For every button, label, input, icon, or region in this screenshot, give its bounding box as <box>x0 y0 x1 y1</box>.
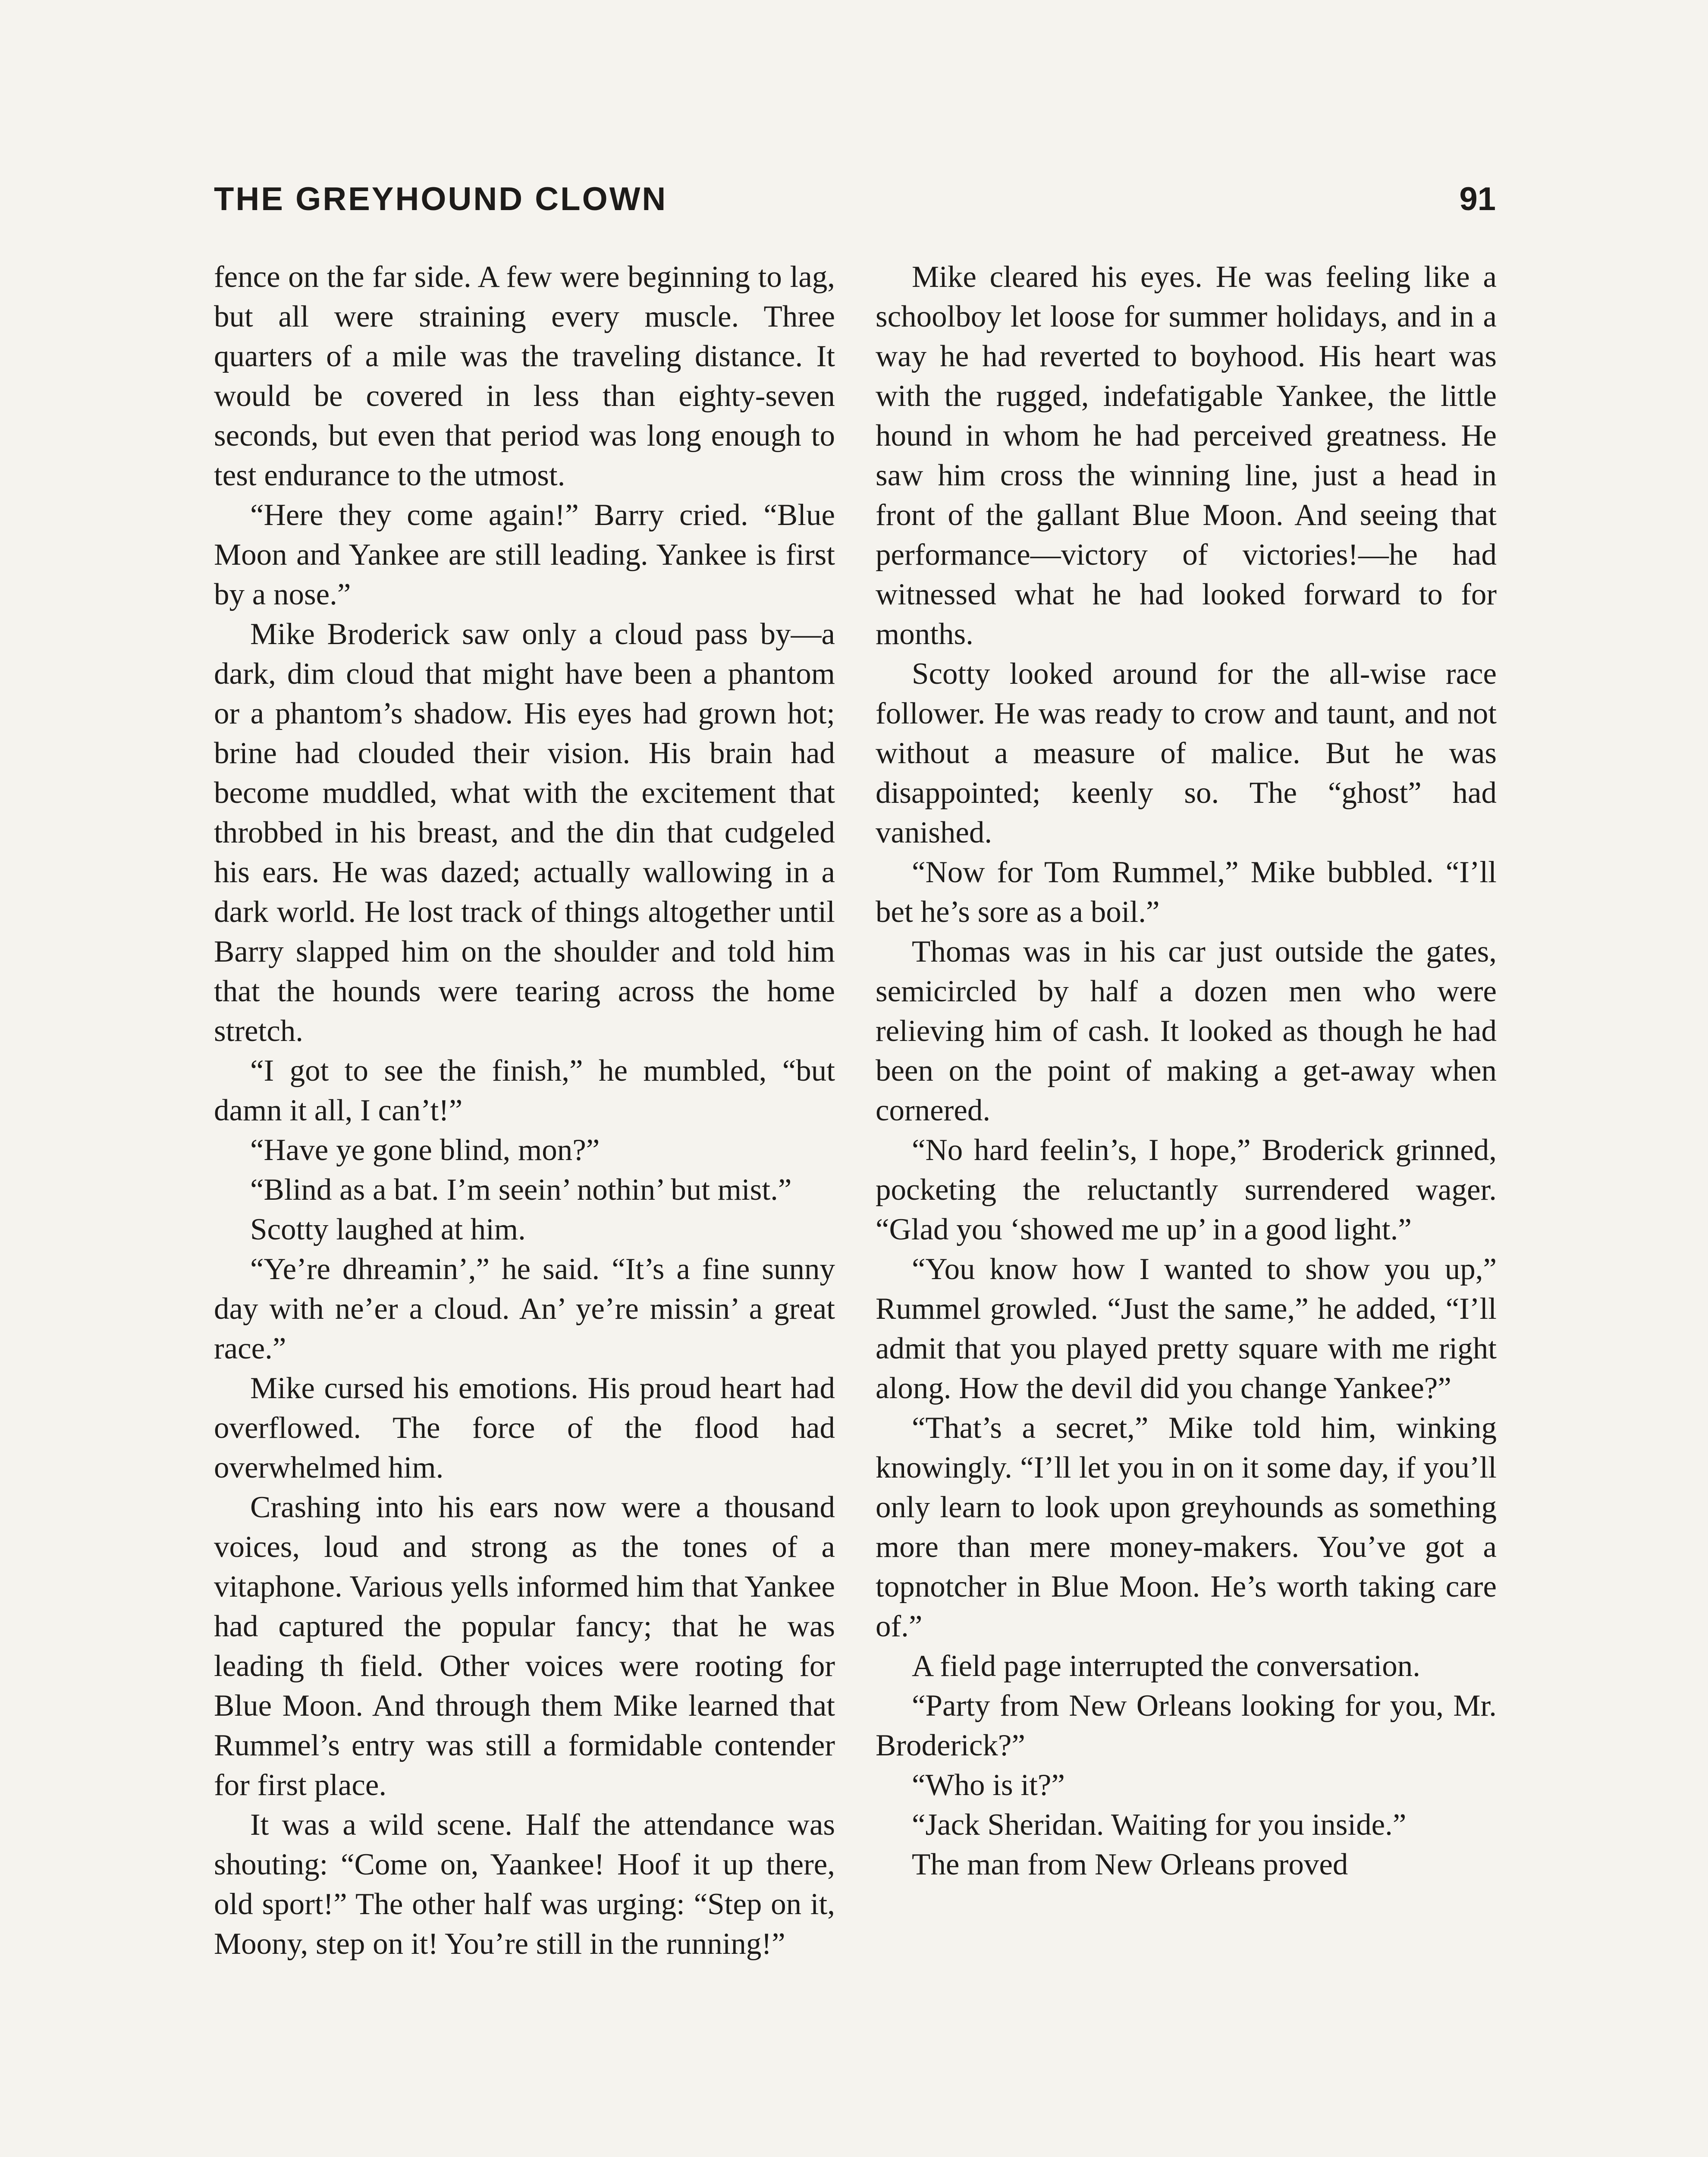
paragraph: A field page interrupted the conversation. <box>912 1649 1420 1683</box>
paragraph: Mike Broderick saw only a cloud pass by—a dark, dim cloud that might have been a phantom or a phantom’s shadow. His eyes had grown hot; brine had clouded their vision. His brain had become muddled, what with the excitement that throbbed in his breast, and the din that cudgeled his ears. He was dazed; actually wallowing in a dark world. He lost track of things altogether until Barry slapped him on the shoulder and told him that the hounds were tearing across the home stretch. <box>214 617 835 1048</box>
paragraph: It was a wild scene. Half the attendance was shouting: “Come on, Yaankee! Hoof it up there, old sport!” The other half was urging: “Step on it, Moony, step on it! You’re still in the running!” <box>214 1808 835 1961</box>
paragraph: “Now for Tom Rummel,” Mike bubbled. “I’ll bet he’s sore as a boil.” <box>876 855 1497 929</box>
paragraph: “Who is it?” <box>912 1768 1065 1802</box>
paragraph: Mike cleared his eyes. He was feeling like a schoolboy let loose for summer holidays, and in a way he had reverted to boyhood. His heart was with the rugged, indefatigable Yankee, the little hound in whom he had perceived greatness. He saw him cross the winning line, just a head in front of the gallant Blue Moon. And seeing that performance—victory of victories!—he had witnessed what he had looked forward to for months. <box>876 260 1497 651</box>
paragraph: fence on the far side. A few were beginning to lag, but all were straining every muscle. Three quarters of a mile was the traveling distance. It would be covered in less than eighty-seven seconds, but even that period was long enough to test endurance to the utmost. <box>214 260 835 492</box>
paragraph: “Blind as a bat. I’m seein’ nothin’ but mist.” <box>250 1173 792 1207</box>
page-header <box>214 178 1496 234</box>
paragraph: Crashing into his ears now were a thousand voices, loud and strong as the tones of a vitaphone. Various yells informed him that Yankee had captured the popular fancy; that he was leading th field. Other voices were rooting for Blue Moon. And through them Mike learned that Rummel’s entry was still a formidable contender for first place. <box>214 1490 835 1802</box>
paragraph: “Have ye gone blind, mon?” <box>250 1133 600 1167</box>
paragraph: “Party from New Orleans looking for you, Mr. Broderick?” <box>876 1689 1497 1762</box>
paragraph: Scotty looked around for the all-wise race follower. He was ready to crow and taunt, and not without a measure of malice. But he was disappointed; keenly so. The “ghost” had vanished. <box>876 657 1497 849</box>
paragraph: “I got to see the finish,” he mumbled, “but damn it all, I can’t!” <box>214 1054 835 1127</box>
page-number: 91 <box>1459 181 1496 217</box>
paragraph: “Here they come again!” Barry cried. “Blue Moon and Yankee are still leading. Yankee is first by a nose.” <box>214 498 835 611</box>
paragraph: “Jack Sheridan. Waiting for you inside.” <box>912 1808 1407 1842</box>
paragraph: “That’s a secret,” Mike told him, winking knowingly. “I’ll let you in on it some day, if you’ll only learn to look upon greyhounds as something more than mere money-makers. You’ve got a topnotcher in Blue Moon. He’s worth taking care of.” <box>876 1411 1497 1643</box>
right-text-column <box>876 257 1497 2157</box>
left-text-column <box>214 257 835 2157</box>
paragraph: The man from New Orleans proved <box>912 1848 1348 1881</box>
paragraph: “You know how I wanted to show you up,” Rummel growled. “Just the same,” he added, “I’ll admit that you played pretty square with me right along. How the devil did you change Yankee?” <box>876 1252 1497 1405</box>
paragraph: Scotty laughed at him. <box>250 1213 526 1246</box>
paragraph: “No hard feelin’s, I hope,” Broderick grinned, pocketing the reluctantly surrendered wager. “Glad you ‘showed me up’ in a good light.” <box>876 1133 1497 1246</box>
paragraph: Thomas was in his car just outside the gates, semicircled by half a dozen men who were relieving him of cash. It looked as though he had been on the point of making a get-away when cornered. <box>876 935 1497 1127</box>
paragraph: Mike cursed his emotions. His proud heart had overflowed. The force of the flood had overwhelmed him. <box>214 1371 835 1484</box>
paragraph: “Ye’re dhreamin’,” he said. “It’s a fine sunny day with ne’er a cloud. An’ ye’re missin’ a great race.” <box>214 1252 835 1365</box>
running-title: THE GREYHOUND CLOWN <box>214 181 668 217</box>
